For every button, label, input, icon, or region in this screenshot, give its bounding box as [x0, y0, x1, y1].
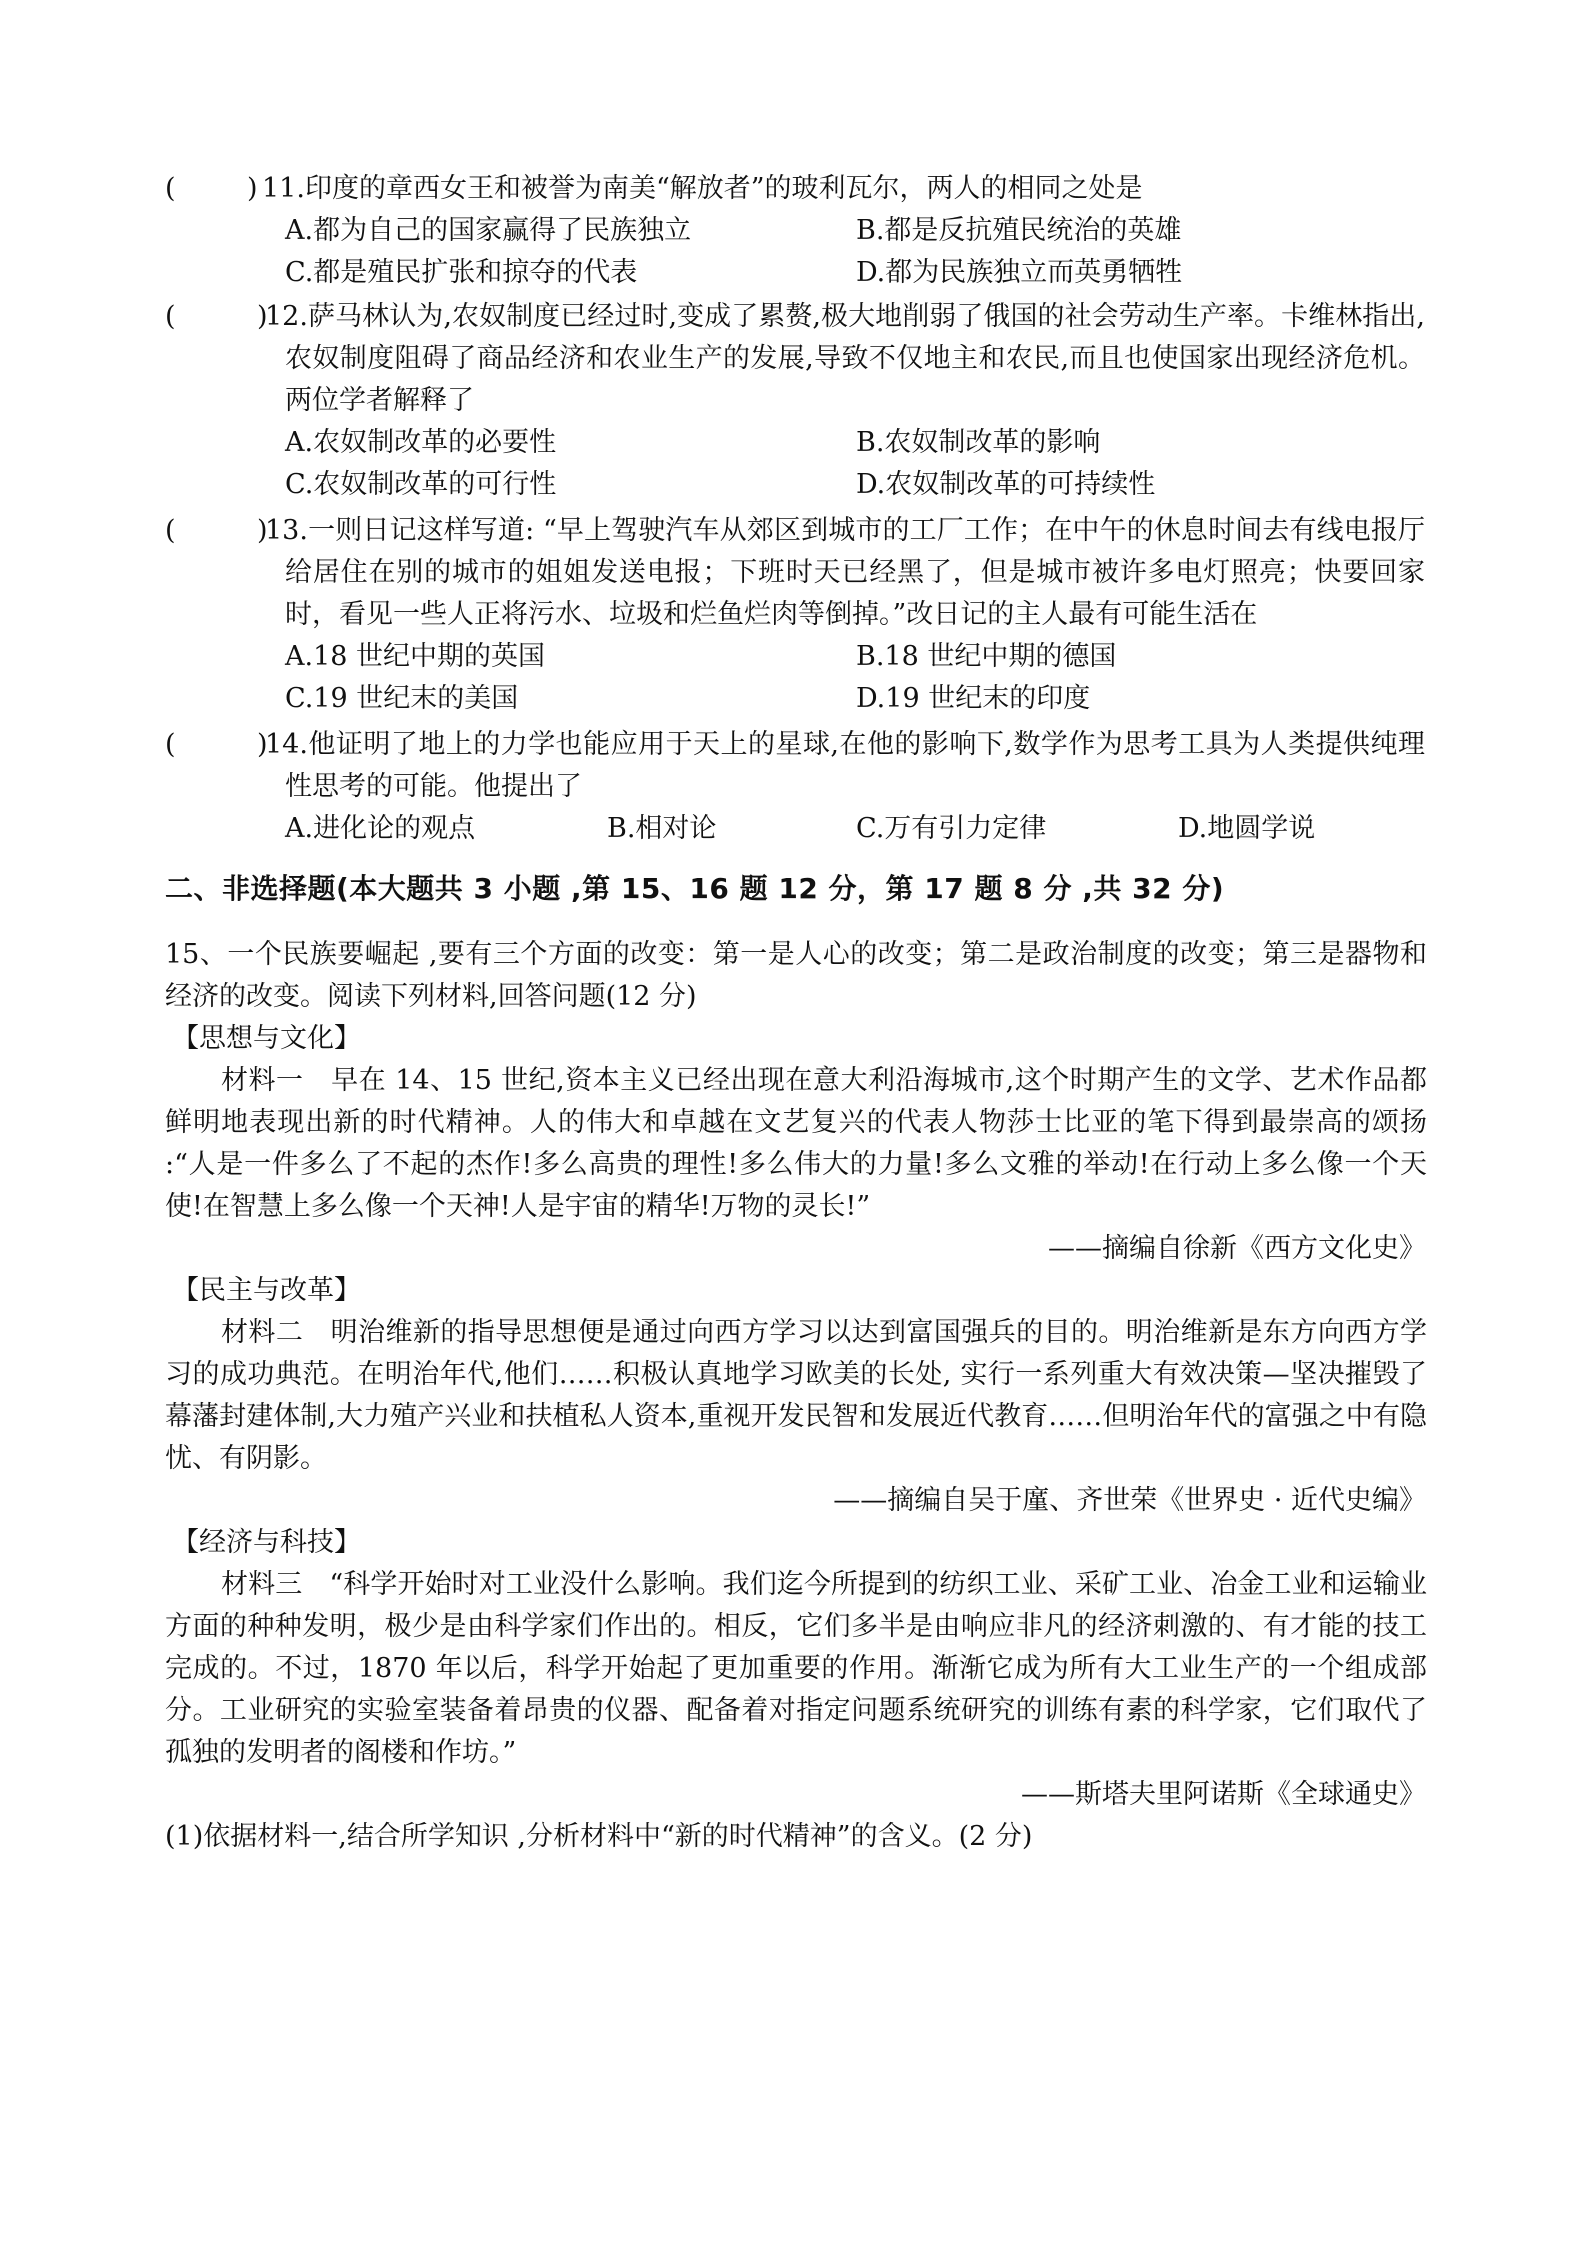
- option-a: A.18 世纪中期的英国: [285, 641, 546, 672]
- question-number: 12.: [265, 301, 308, 332]
- right-paren: ): [257, 515, 268, 546]
- source-3: ——斯塔夫里阿诺斯《全球通史》: [1021, 1779, 1426, 1810]
- options: [285, 210, 1425, 294]
- material-2: 材料二 明治维新的指导思想便是通过向西方学习以达到富国强兵的目的。明治维新是东方向西方学习的成功典范。在明治年代,他们……积极认真地学习欧美的长处, 实行一系列重大有效决策—坚决摧毁了幕藩封建体制,大力殖产兴业和扶植私人资本,重视开发民智和发展近代教育……但明治年代的富强之中有隐忧、有阴影。: [165, 1317, 1427, 1474]
- option-a: A.进化论的观点: [285, 813, 476, 844]
- option-b: B.农奴制改革的影响: [856, 427, 1101, 458]
- right-paren: ): [257, 301, 268, 332]
- heading-economy-tech: 【经济与科技】: [172, 1527, 361, 1558]
- options: [285, 422, 1425, 506]
- options: [285, 636, 1425, 720]
- right-paren: ): [247, 173, 258, 204]
- option-d: D.都为民族独立而英勇牺牲: [856, 257, 1183, 288]
- option-d: D.19 世纪末的印度: [856, 683, 1091, 714]
- left-paren: (: [165, 515, 176, 546]
- option-d: D.地圆学说: [1178, 813, 1316, 844]
- question-13: [165, 510, 1425, 720]
- section-title: 二、非选择题(本大题共 3 小题 ,第 15、16 题 12 分，第 17 题 8 分 ,共 32 分): [165, 872, 1225, 905]
- question-11: [165, 168, 1425, 294]
- question-stem: [265, 296, 1425, 422]
- right-paren: ): [257, 729, 268, 760]
- question-stem: [262, 168, 1425, 210]
- question-number: 11.: [262, 173, 305, 204]
- question-text: 印度的章西女王和被誉为南美“解放者”的玻利瓦尔，两人的相同之处是: [304, 173, 1143, 204]
- left-paren: (: [165, 301, 176, 332]
- source-2: ——摘编自吴于廑、齐世荣《世界史 · 近代史编》: [833, 1485, 1426, 1516]
- question-text: 萨马林认为,农奴制度已经过时,变成了累赘,极大地削弱了俄国的社会劳动生产率。卡维林指出,农奴制度阻碍了商品经济和农业生产的发展,导致不仅地主和农民,而且也使国家出现经济危机。两位学者解释了: [285, 301, 1425, 416]
- option-a: A.都为自己的国家赢得了民族独立: [285, 215, 692, 246]
- answer-blank[interactable]: [165, 510, 268, 552]
- answer-blank[interactable]: [165, 168, 265, 210]
- option-c: C.19 世纪末的美国: [285, 683, 519, 714]
- question-text: 一则日记这样写道: “早上驾驶汽车从郊区到城市的工厂工作；在中午的休息时间去有线电报厅给居住在别的城市的姐姐发送电报；下班时天已经黑了，但是城市被许多电灯照亮；快要回家时，看见一些人正将污水、垃圾和烂鱼烂肉等倒掉。”改日记的主人最有可能生活在: [285, 515, 1425, 630]
- option-c: C.农奴制改革的可行性: [285, 469, 557, 500]
- answer-blank[interactable]: [165, 296, 268, 338]
- question-text: 他证明了地上的力学也能应用于天上的星球,在他的影响下,数学作为思考工具为人类提供纯理性思考的可能。他提出了: [285, 729, 1425, 802]
- answer-blank[interactable]: [165, 724, 268, 766]
- question-14: [165, 724, 1425, 850]
- material-3: 材料三 “科学开始时对工业没什么影响。我们迄今所提到的纺织工业、采矿工业、冶金工业和运输业方面的种种发明，极少是由科学家们作出的。相反，它们多半是由响应非凡的经济刺激的、有才能的技工完成的。不过，1870 年以后，科学开始起了更加重要的作用。渐渐它成为所有大工业生产的一个组成部分。工业研究的实验室装备着昂贵的仪器、配备着对指定问题系统研究的训练有素的科学家，它们取代了孤独的发明者的阁楼和作坊。”: [165, 1569, 1427, 1768]
- option-c: C.都是殖民扩张和掠夺的代表: [285, 257, 638, 288]
- sub-question-1: (1)依据材料一,结合所学知识 ,分析材料中“新的时代精神”的含义。(2 分): [165, 1821, 1033, 1852]
- option-c: C.万有引力定律: [856, 813, 1047, 844]
- q15-intro: 15、一个民族要崛起 ,要有三个方面的改变：第一是人心的改变；第二是政治制度的改变；第三是器物和经济的改变。阅读下列材料,回答问题(12 分): [165, 939, 1427, 1012]
- options: [285, 808, 1425, 850]
- question-12: [165, 296, 1425, 506]
- source-1: ——摘编自徐新《西方文化史》: [1048, 1233, 1426, 1264]
- option-b: B.都是反抗殖民统治的英雄: [856, 215, 1182, 246]
- left-paren: (: [165, 173, 176, 204]
- heading-democracy-reform: 【民主与改革】: [172, 1275, 361, 1306]
- question-stem: [265, 724, 1425, 808]
- material-1: 材料一 早在 14、15 世纪,资本主义已经出现在意大利沿海城市,这个时期产生的文学、艺术作品都鲜明地表现出新的时代精神。人的伟大和卓越在文艺复兴的代表人物莎士比亚的笔下得到最崇高的颂扬 :“人是一件多么了不起的杰作!多么高贵的理性!多么伟大的力量!多么文雅的举动!在行动上多么像一个天使!在智慧上多么像一个天神!人是宇宙的精华!万物的灵长!”: [165, 1065, 1427, 1222]
- question-number: 14.: [265, 729, 308, 760]
- option-a: A.农奴制改革的必要性: [285, 427, 557, 458]
- option-b: B.相对论: [607, 813, 717, 844]
- question-stem: [265, 510, 1425, 636]
- option-b: B.18 世纪中期的德国: [856, 641, 1117, 672]
- left-paren: (: [165, 729, 176, 760]
- option-d: D.农奴制改革的可持续性: [856, 469, 1156, 500]
- heading-thought-culture: 【思想与文化】: [172, 1023, 361, 1054]
- question-number: 13.: [265, 515, 308, 546]
